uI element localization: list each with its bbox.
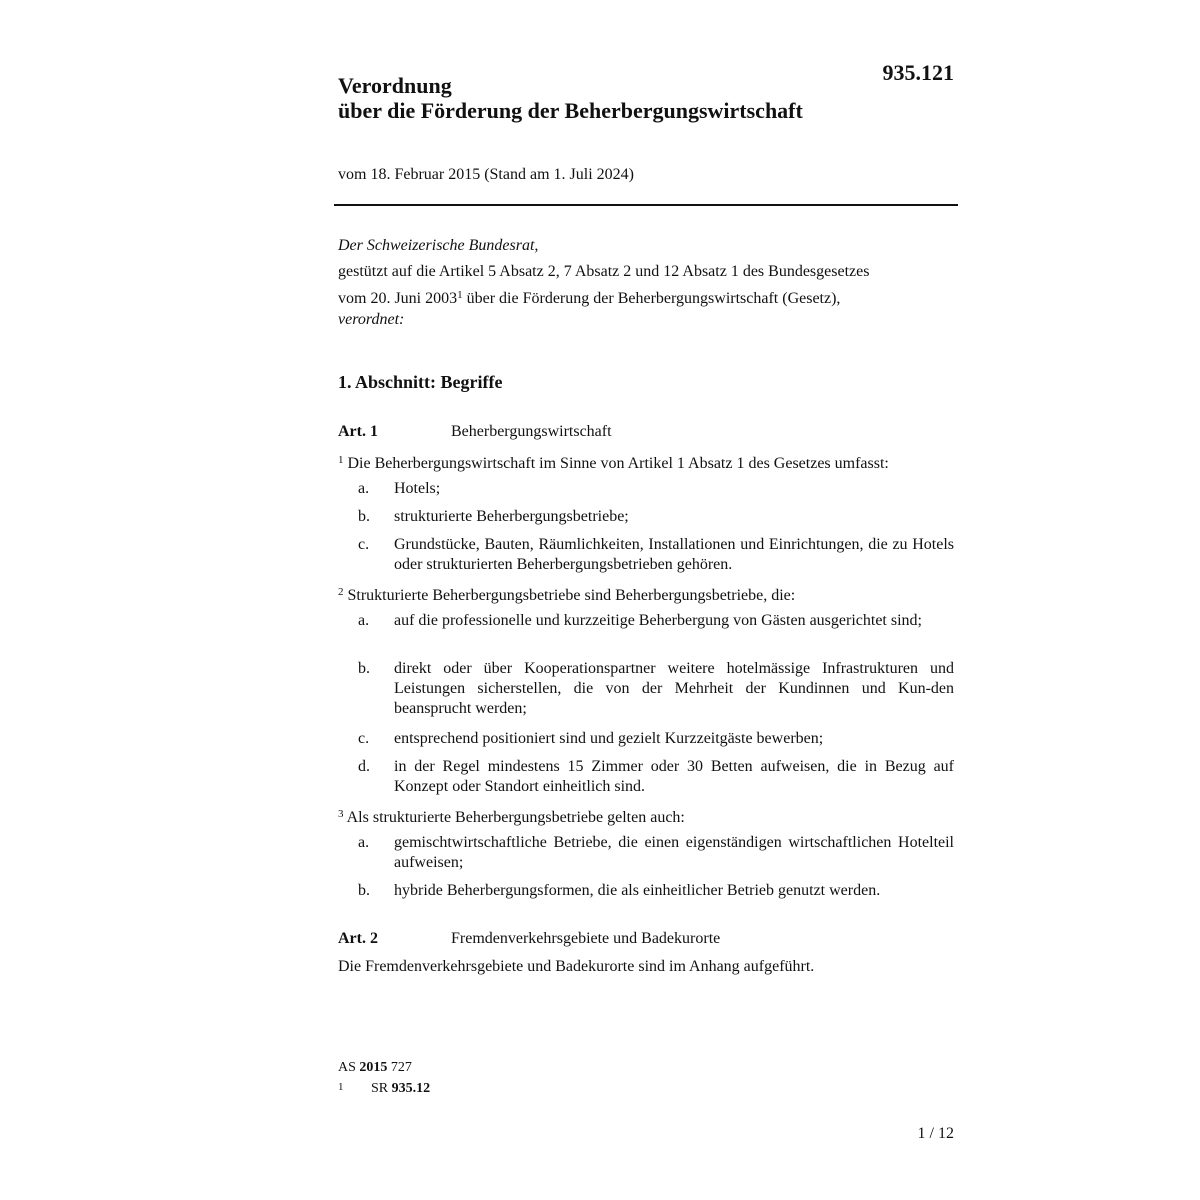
list-item-text: in der Regel mindestens 15 Zimmer oder 30 Betten aufweisen, die in Bezug auf Konzept oder Standort einheitlich sind. xyxy=(394,758,954,795)
preamble-basis-line2 xyxy=(338,285,840,309)
list-item-text: Grundstücke, Bauten, Räumlichkeiten, Installationen und Einrichtungen, die zu Hotels oder strukturierten Beherbergungsbetrieben gehören. xyxy=(394,536,954,573)
list-item-letter: d. xyxy=(358,758,370,775)
list-item-text: direkt oder über Kooperationspartner weitere hotelmässige Infrastrukturen und Leistungen sicherstellen, die von der Mehrheit der Kundinnen und Kun-den beansprucht werden; xyxy=(394,660,954,717)
paragraph-text: Als strukturierte Beherbergungsbetriebe gelten auch: xyxy=(343,809,685,826)
article-1-paragraph-2 xyxy=(338,582,795,606)
list-item-text: strukturierte Beherbergungsbetriebe; xyxy=(394,508,629,525)
document-title-line1: Verordnung xyxy=(338,73,452,98)
document-title-line2: über die Förderung der Beherbergungswirtschaft xyxy=(338,98,803,123)
footnote-1-number: 1 xyxy=(338,1081,344,1093)
list-item-letter: a. xyxy=(358,834,370,851)
as-year: 2015 xyxy=(359,1060,388,1075)
list-item-text: hybride Beherbergungsformen, die als einheitlicher Betrieb genutzt werden. xyxy=(394,882,881,899)
paragraph-text: Strukturierte Beherbergungsbetriebe sind Beherbergungsbetriebe, die: xyxy=(343,587,796,604)
as-page: 727 xyxy=(387,1060,412,1075)
list-item-letter: b. xyxy=(358,508,370,525)
footnote-ref-1[interactable]: 1 xyxy=(457,289,463,301)
preamble-basis-post: über die Förderung der Beherbergungswirtschaft (Gesetz), xyxy=(462,290,841,307)
list-item-text: auf die professionelle und kurzzeitige Beherbergung von Gästen ausgerichtet sind; xyxy=(394,612,922,629)
sr-number: 935.121 xyxy=(882,60,954,85)
as-prefix: AS xyxy=(338,1060,360,1075)
list-item-letter: c. xyxy=(358,536,370,553)
list-item-letter: a. xyxy=(358,480,370,497)
preamble-basis-line1: gestützt auf die Artikel 5 Absatz 2, 7 Absatz 2 und 12 Absatz 1 des Bundesgesetzes xyxy=(338,263,870,280)
footnote-1-prefix: SR xyxy=(371,1081,392,1096)
document-date: vom 18. Februar 2015 (Stand am 1. Juli 2024) xyxy=(338,166,634,183)
list-item-text: entsprechend positioniert sind und gezielt Kurzzeitgäste bewerben; xyxy=(394,730,824,747)
article-1-paragraph-3 xyxy=(338,804,685,828)
article-2-text: Die Fremdenverkehrsgebiete und Badekurorte sind im Anhang aufgeführt. xyxy=(338,958,815,975)
paragraph-number: 3 xyxy=(338,808,344,820)
paragraph-text: Die Beherbergungswirtschaft im Sinne von Artikel 1 Absatz 1 des Gesetzes umfasst: xyxy=(343,455,889,472)
article-2-number: Art. 2 xyxy=(338,930,378,947)
footnote-1-ref[interactable]: 935.12 xyxy=(391,1081,431,1096)
as-citation xyxy=(338,1059,412,1077)
preamble-authority: Der Schweizerische Bundesrat, xyxy=(338,237,539,254)
article-1-number: Art. 1 xyxy=(338,423,378,440)
article-1-paragraph-1 xyxy=(338,450,889,474)
paragraph-number: 2 xyxy=(338,586,344,598)
header-divider xyxy=(334,204,958,206)
section-heading: 1. Abschnitt: Begriffe xyxy=(338,372,503,392)
list-item-text: Hotels; xyxy=(394,480,441,497)
list-item-letter: a. xyxy=(358,612,370,629)
list-item-letter: b. xyxy=(358,882,370,899)
article-1-title: Beherbergungswirtschaft xyxy=(451,423,612,440)
article-2-title: Fremdenverkehrsgebiete und Badekurorte xyxy=(451,930,721,947)
preamble-decree: verordnet: xyxy=(338,311,405,328)
page-number: 1 / 12 xyxy=(917,1125,954,1142)
preamble-basis-pre: vom 20. Juni 2003 xyxy=(338,290,458,307)
list-item-text: gemischtwirtschaftliche Betriebe, die einen eigenständigen wirtschaftlichen Hotelteil aufweisen; xyxy=(394,834,954,871)
list-item-letter: c. xyxy=(358,730,370,747)
list-item-letter: b. xyxy=(358,660,370,677)
paragraph-number: 1 xyxy=(338,454,344,466)
footnote-1-text xyxy=(371,1080,430,1098)
